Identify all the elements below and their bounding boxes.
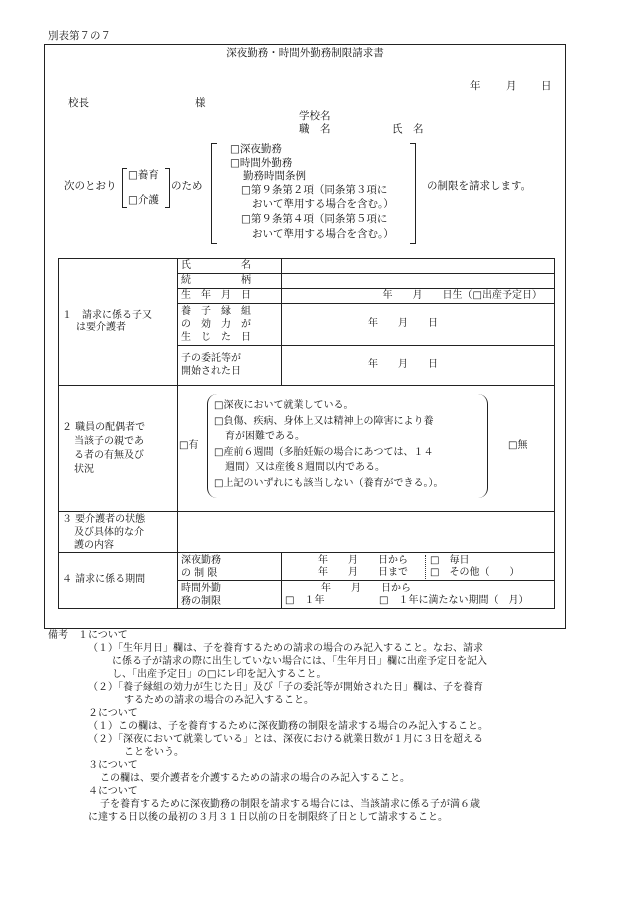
principal-label: 校長 <box>68 97 89 109</box>
item-art9-4: □第９条第４項（同条第５項に <box>241 213 388 225</box>
note-line: ２について <box>88 708 138 719</box>
form-title: 深夜勤務・時間外勤務制限請求書 <box>226 47 384 59</box>
night-from[interactable]: 年 月 日から <box>318 555 408 566</box>
overtime-limit-label: 時間外勤 務の制限 <box>178 581 282 609</box>
items-bracket-right <box>410 143 416 244</box>
overtime-limit-period <box>282 581 555 609</box>
request-suffix: の制限を請求します。 <box>427 180 532 192</box>
label-adoption-date: 養 子 縁 組 の 効 力 が 生 じ た 日 <box>178 304 282 346</box>
value-name[interactable] <box>282 259 555 274</box>
night-opt-daily[interactable]: □ 毎日 <box>430 555 470 566</box>
request-table <box>58 258 555 609</box>
principal-sama: 様 <box>195 97 206 109</box>
note-line: するための請求の場合のみ記入すること。 <box>124 695 314 706</box>
night-limit-label: 深夜勤務 の 制 限 <box>178 553 282 581</box>
value-adoption-date[interactable]: 年 月 日 <box>282 304 555 346</box>
section1-label: １ 請求に係る子又 は要介護者 <box>59 259 178 386</box>
note-line: に係る子が請求の際に出生していない場合には、「生年月日」欄に出産予定日を記入 <box>112 656 487 667</box>
position-label: 職 名 <box>299 123 331 135</box>
section2-label: ２ 職員の配偶者で 当該子の親であ る者の有無及び 状況 <box>59 386 178 512</box>
item-art9-2: □第９条第２項（同条第３項に <box>241 184 388 196</box>
note-line: 子を養育するために深夜勤務の制限を請求する場合には、当該請求に係る子が満６歳 <box>100 799 480 810</box>
note-line: （２）「深夜において就業している」とは、深夜における就業日数が１月に３日を超える <box>88 734 483 745</box>
spouse-opt-illness[interactable]: □負傷、疾病、身体上又は精神上の障害により養 <box>214 415 434 427</box>
value-entrustment-date[interactable]: 年 月 日 <box>282 346 555 386</box>
item-night-work: □深夜勤務 <box>230 143 282 155</box>
note-line: ことをいう。 <box>124 747 184 758</box>
section3-content[interactable] <box>178 512 555 553</box>
reason-bracket-right <box>165 168 170 208</box>
note-line: 備考 １について <box>48 630 128 641</box>
label-relationship: 続 柄 <box>178 274 282 289</box>
reason-option-childcare: □養育 <box>128 169 159 181</box>
value-relationship[interactable] <box>282 274 555 289</box>
reason-bracket-left <box>122 168 127 208</box>
fullname-label: 氏 名 <box>392 123 424 135</box>
item-overtime: □時間外勤務 <box>230 157 293 169</box>
label-name: 氏 名 <box>178 259 282 274</box>
date-month: 月 <box>506 80 517 92</box>
appendix-label: 別表第７の７ <box>48 30 111 42</box>
section2-content: □有 □深夜において就業している。 □負傷、疾病、身体上又は精神上の障害により養 育が困難である。 □産前６週間（多胎妊娠の場合にあつては、１４ 週間）又は産後８週間以内である。 □上記のいずれにも該当しない（養育ができる。）。 □無 <box>178 386 555 512</box>
overtime-from[interactable]: 年 月 日から <box>321 582 411 594</box>
item-art9-4-note: おいて準用する場合を含む。） <box>252 228 394 240</box>
note-line: （１）「生年月日」欄は、子を養育するための請求の場合のみ記入すること。なお、請求 <box>88 643 483 654</box>
spouse-opt-none[interactable]: □上記のいずれにも該当しない（養育ができる。）。 <box>214 477 444 489</box>
school-name-label: 学校名 <box>299 110 331 122</box>
section3-label: ３ 要介護者の状態 及び具体的な介 護の内容 <box>59 512 178 553</box>
date-day: 日 <box>541 80 552 92</box>
spouse-opt-night[interactable]: □深夜において就業している。 <box>214 400 354 411</box>
note-line: に達する日以後の最初の３月３１日以前の日を制限終了日として請求すること。 <box>88 812 448 823</box>
note-line: この欄は、要介護者を介護するための請求の場合のみ記入すること。 <box>100 773 410 784</box>
item-art9-2-note: おいて準用する場合を含む。） <box>252 198 394 210</box>
note-line: （２）「養子縁組の効力が生じた日」及び「子の委託等が開始された日」欄は、子を養育 <box>88 682 483 693</box>
night-limit-period <box>282 553 555 581</box>
spouse-no-checkbox[interactable]: □無 <box>508 440 528 451</box>
request-prefix: 次のとおり <box>64 180 117 192</box>
night-to[interactable]: 年 月 日まで <box>318 567 408 578</box>
spouse-yes-checkbox[interactable]: □有 <box>179 440 199 451</box>
note-line: ３について <box>88 760 138 771</box>
label-birthdate: 生 年 月 日 <box>178 289 282 304</box>
note-line: （１）この欄は、子を養育するために深夜勤務の制限を請求する場合のみ記入すること。 <box>88 721 488 732</box>
spouse-opt-maternity[interactable]: □産前６週間（多胎妊娠の場合にあつては、１４ <box>214 446 434 458</box>
night-opt-other[interactable]: □ その他（ ） <box>430 567 520 578</box>
request-tame: のため <box>171 180 203 192</box>
date-year: 年 <box>470 80 481 92</box>
note-line: し、「出産予定日」の□にレ印を記入すること。 <box>112 669 327 680</box>
overtime-opt-lt1year[interactable]: □ １年に満たない期間（ 月） <box>379 594 529 606</box>
section4-label: ４ 請求に係る期間 <box>59 553 178 609</box>
label-entrustment-date: 子の委託等が 開始された日 <box>178 346 282 386</box>
overtime-opt-1year[interactable]: □ １年 <box>285 594 325 606</box>
items-bracket-left <box>211 143 217 244</box>
reason-option-nursing: □介護 <box>128 194 159 206</box>
value-birthdate[interactable]: 年 月 日生（□出産予定日） <box>282 289 555 304</box>
note-line: ４について <box>88 786 138 797</box>
item-ordinance: 勤務時間条例 <box>243 170 306 182</box>
notes-section <box>48 629 568 824</box>
